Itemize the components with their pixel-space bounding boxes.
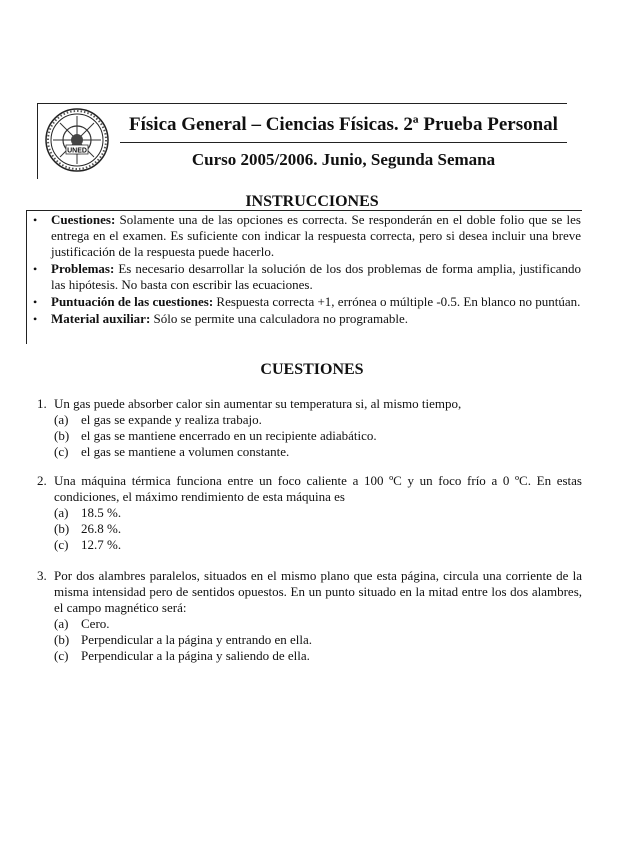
instruction-label: Material auxiliar: (51, 311, 151, 326)
instruction-item-puntuacion (33, 294, 581, 310)
question-1 (37, 396, 582, 460)
question-number: 3. (37, 568, 47, 583)
question-option (37, 537, 582, 553)
question-option (37, 648, 582, 664)
option-text: el gas se expande y realiza trabajo. (81, 412, 262, 427)
bullet-icon: • (33, 262, 38, 276)
instruction-body: Sólo se permite una calculadora no programable. (150, 311, 409, 326)
option-text: Perpendicular a la página y saliendo de ella. (81, 648, 310, 663)
option-letter: (b) (54, 521, 70, 536)
option-text: 26.8 %. (81, 521, 122, 536)
option-letter: (a) (54, 505, 69, 520)
option-letter: (a) (54, 412, 69, 427)
header-left-rule (37, 103, 38, 179)
question-text: Una máquina térmica funciona entre un foco caliente a 100 ºC y un foco frío a 0 ºC. En estas condiciones, el máximo rendimiento de esta máquina es (54, 473, 582, 504)
page-subtitle: Curso 2005/2006. Junio, Segunda Semana (191, 150, 496, 169)
bullet-icon: • (33, 295, 38, 309)
question-option (37, 521, 582, 537)
bullet-icon: • (33, 312, 38, 326)
option-text: el gas se mantiene a volumen constante. (81, 444, 290, 459)
instruction-body: Respuesta correcta +1, errónea o múltiple -0.5. En blanco no puntúan. (213, 294, 581, 309)
svg-text:UNED: UNED (67, 147, 87, 155)
question-option (37, 616, 582, 632)
page-title: Física General – Ciencias Físicas. 2ª Prueba Personal (129, 114, 558, 135)
bullet-icon: • (33, 213, 38, 227)
instruction-body: Solamente una de las opciones es correcta. Se responderán en el doble folio que se les entrega en el examen. Es suficiente con indicar la respuesta correcta, pero si desea incluir una breve justificación de la respuesta puede hacerlo. (51, 212, 581, 259)
question-text: Un gas puede absorber calor sin aumentar su temperatura si, al mismo tiempo, (54, 396, 462, 411)
instructions-heading: INSTRUCCIONES (245, 193, 379, 210)
option-text: Cero. (81, 616, 110, 631)
option-text: 12.7 %. (81, 537, 122, 552)
instruction-item-cuestiones (33, 212, 581, 260)
instruction-label: Puntuación de las cuestiones: (51, 294, 214, 309)
instruction-label: Cuestiones: (51, 212, 116, 227)
questions-heading: CUESTIONES (260, 361, 364, 378)
question-number: 1. (37, 396, 47, 411)
question-option (37, 632, 582, 648)
option-text: 18.5 %. (81, 505, 122, 520)
instruction-text (51, 311, 581, 327)
option-text: el gas se mantiene encerrado en un recipiente adiabático. (81, 428, 377, 443)
question-number: 2. (37, 473, 47, 488)
instruction-item-problemas (33, 261, 581, 293)
option-letter: (b) (54, 428, 70, 443)
question-3 (37, 568, 582, 664)
option-letter: (a) (54, 616, 69, 631)
option-letter: (c) (54, 444, 69, 459)
question-option (37, 444, 582, 460)
header-top-rule (37, 103, 567, 104)
question-option (37, 428, 582, 444)
question-2 (37, 473, 582, 553)
instruction-text (51, 261, 581, 293)
instructions-list (33, 212, 581, 328)
option-letter: (b) (54, 632, 70, 647)
question-option (37, 412, 582, 428)
option-letter: (c) (54, 537, 69, 552)
option-text: Perpendicular a la página y entrando en ella. (81, 632, 313, 647)
instruction-text (51, 294, 581, 310)
instruction-item-material (33, 311, 581, 327)
instruction-label: Problemas: (51, 261, 115, 276)
instructions-top-rule (26, 210, 582, 211)
instructions-left-rule (26, 210, 27, 344)
university-seal-icon (44, 107, 110, 173)
question-text: Por dos alambres paralelos, situados en el mismo plano que esta página, circula una corriente de la misma intensidad pero de sentidos opuestos. En un punto situado en la mitad entre los dos alambres, el campo magnético será: (54, 568, 582, 615)
option-letter: (c) (54, 648, 69, 663)
instruction-text (51, 212, 581, 260)
question-option (37, 505, 582, 521)
header-middle-rule (120, 142, 567, 143)
instruction-body: Es necesario desarrollar la solución de los dos problemas de forma amplia, justificando las hipótesis. No basta con escribir las ecuaciones. (51, 261, 581, 292)
